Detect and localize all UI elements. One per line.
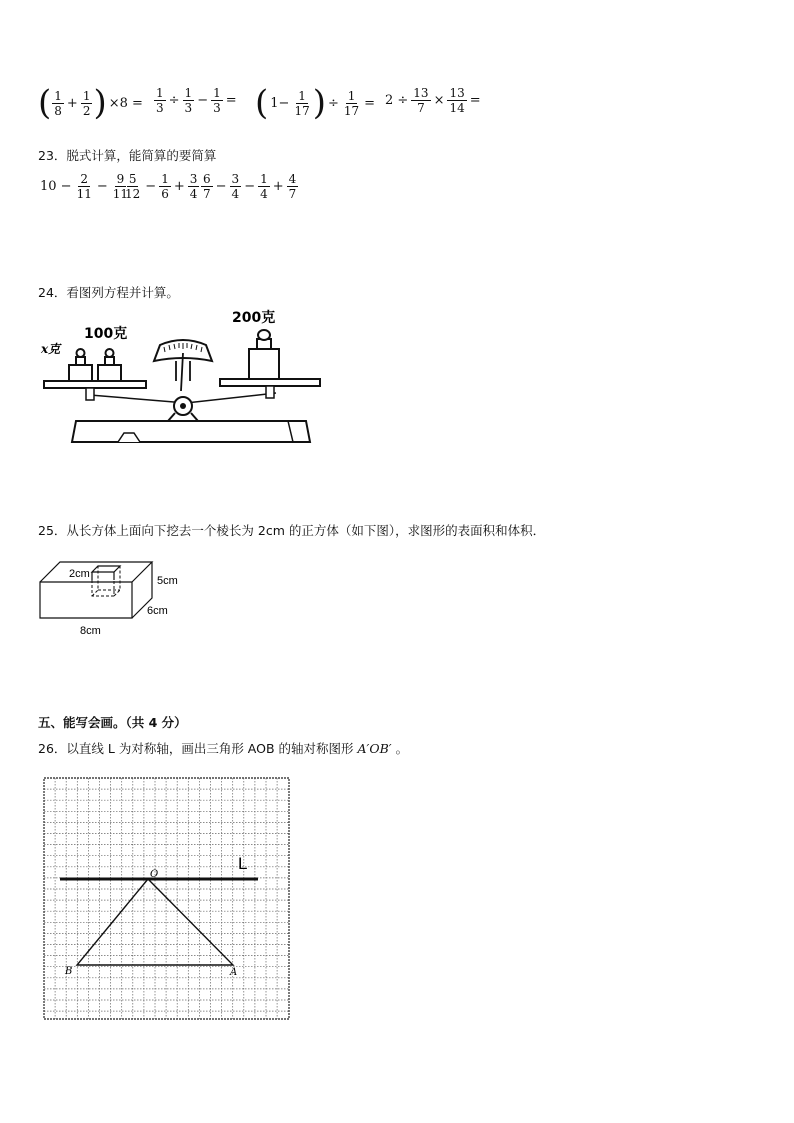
fraction-part: 4 (260, 187, 268, 201)
fraction-part: 1 (82, 88, 91, 103)
label-O: O (150, 869, 159, 880)
q26-title-text: 26．以直线 L 为对称轴，画出三角形 AOB 的轴对称图形 (38, 741, 358, 756)
fraction-part: 17 (343, 103, 360, 118)
fraction-part: 12 (125, 187, 141, 201)
fraction (183, 86, 195, 115)
fraction (211, 86, 223, 115)
fraction-part: 1 (161, 172, 169, 186)
fraction-part: 17 (294, 103, 310, 118)
cuboid-figure (36, 556, 196, 641)
q22-expr-1 (38, 83, 145, 123)
cube-opening (92, 566, 120, 572)
fraction-part: 1 (184, 86, 193, 100)
fraction (188, 172, 200, 201)
dim-cube: 2cm (69, 568, 90, 580)
fraction (52, 89, 64, 118)
fraction-part: 4 (288, 172, 297, 186)
fraction-part: 4 (189, 187, 198, 201)
label-100-grams: 100克 (84, 326, 128, 342)
operator: 10 − (40, 179, 72, 194)
label-A: A (230, 967, 238, 978)
left-paren: ( (38, 83, 52, 123)
fraction (287, 172, 299, 201)
operator: + (173, 179, 185, 194)
fraction-part: 8 (54, 103, 62, 118)
fraction-part: 11 (76, 187, 92, 201)
cube-top-edges (92, 572, 114, 580)
grid-figure (42, 776, 292, 1022)
scale-pivot-center (180, 403, 186, 409)
section-5-title: 五、能写会画。（共 4 分） (38, 715, 187, 730)
operator: − (145, 179, 157, 194)
fraction (342, 89, 361, 118)
operator: − (96, 179, 108, 194)
dim-length: 8cm (80, 625, 101, 637)
fraction-part: 7 (417, 101, 425, 115)
label-x-grams: x克 (41, 342, 61, 356)
right-paren: ) (312, 83, 326, 123)
q23-expr-3 (200, 172, 299, 201)
operator: + (66, 95, 78, 111)
weight-200g (249, 330, 279, 379)
fraction-part: 3 (189, 172, 198, 186)
q22-expr-2 (153, 86, 239, 115)
left-paren: ( (255, 83, 269, 123)
dim-width: 6cm (147, 605, 168, 617)
fraction-part: 3 (213, 101, 221, 115)
right-pan-post (266, 386, 274, 398)
fraction (123, 172, 142, 201)
operator: ×8 = (108, 95, 143, 111)
fraction (201, 172, 213, 201)
fraction-part: 6 (203, 172, 211, 186)
fraction-part: 11 (112, 187, 129, 201)
fraction-part: 1 (156, 86, 164, 100)
q22-expr-3 (255, 83, 377, 123)
operator: 2 ÷ (385, 93, 409, 108)
fraction-part: 4 (231, 187, 240, 201)
fraction-part: 2 (80, 172, 89, 186)
fraction-part: 1 (298, 88, 306, 103)
operator: = (469, 93, 481, 108)
operator: − (197, 93, 209, 108)
fraction-part: 6 (161, 187, 169, 201)
fraction-part: 1 (54, 88, 62, 103)
dim-height: 5cm (157, 575, 178, 587)
q26-title-end: 。 (391, 741, 409, 756)
fraction-part: 13 (413, 86, 429, 100)
q22-expr-4 (383, 86, 483, 115)
fraction-part: 7 (203, 187, 211, 201)
q25-title: 25．从长方体上面向下挖去一个棱长为 2cm 的正方体（如下图），求图形的表面积和体积． (38, 523, 546, 538)
right-paren: ) (93, 83, 107, 123)
fraction (159, 172, 171, 201)
fraction (258, 172, 270, 201)
fraction-part: 3 (184, 101, 193, 115)
fraction (411, 86, 430, 115)
fraction (292, 89, 311, 118)
operator: + (272, 179, 284, 194)
q23-expr-1 (38, 172, 131, 201)
fraction (447, 86, 466, 115)
fraction-part: 5 (128, 172, 137, 186)
label-L: L (238, 854, 248, 873)
scale-base (72, 421, 310, 442)
operator: = (225, 93, 237, 108)
right-pan (220, 379, 320, 386)
fraction-part: 1 (213, 86, 221, 100)
fraction-part: 14 (449, 101, 465, 115)
q26-title (38, 739, 408, 757)
fraction-part: 3 (231, 172, 240, 186)
operator: 1− (270, 95, 290, 111)
operator: − (244, 179, 256, 194)
fraction-part: 3 (156, 101, 164, 115)
fraction-part: 13 (449, 86, 465, 100)
operator: − (215, 179, 227, 194)
balance-scale-figure (38, 305, 328, 450)
q23-title: 23．脱式计算，能简算的要简算 (38, 148, 217, 163)
q23-expr-2 (122, 172, 200, 201)
operator: × (433, 93, 445, 108)
fraction-part: 1 (347, 88, 356, 103)
label-B: B (65, 966, 73, 977)
left-pan (44, 381, 146, 388)
fraction-part: 7 (288, 187, 297, 201)
fraction (154, 86, 166, 115)
q26-figure-name: A′OB′ (357, 741, 392, 756)
operator: ÷ (168, 93, 180, 108)
label-200-grams: 200克 (232, 310, 276, 326)
operator: ÷ (327, 95, 339, 111)
fraction-part: 1 (260, 172, 268, 186)
weight-x (69, 349, 92, 381)
fraction-part: 9 (116, 172, 125, 186)
fraction (230, 172, 242, 201)
operator: = (364, 95, 376, 111)
weight-100g (98, 349, 121, 381)
fraction (75, 172, 94, 201)
fraction (81, 89, 93, 118)
q24-title: 24．看图列方程并计算。 (38, 285, 179, 300)
fraction-part: 2 (82, 103, 91, 118)
cuboid-front (40, 582, 132, 618)
left-pan-post (86, 388, 94, 400)
